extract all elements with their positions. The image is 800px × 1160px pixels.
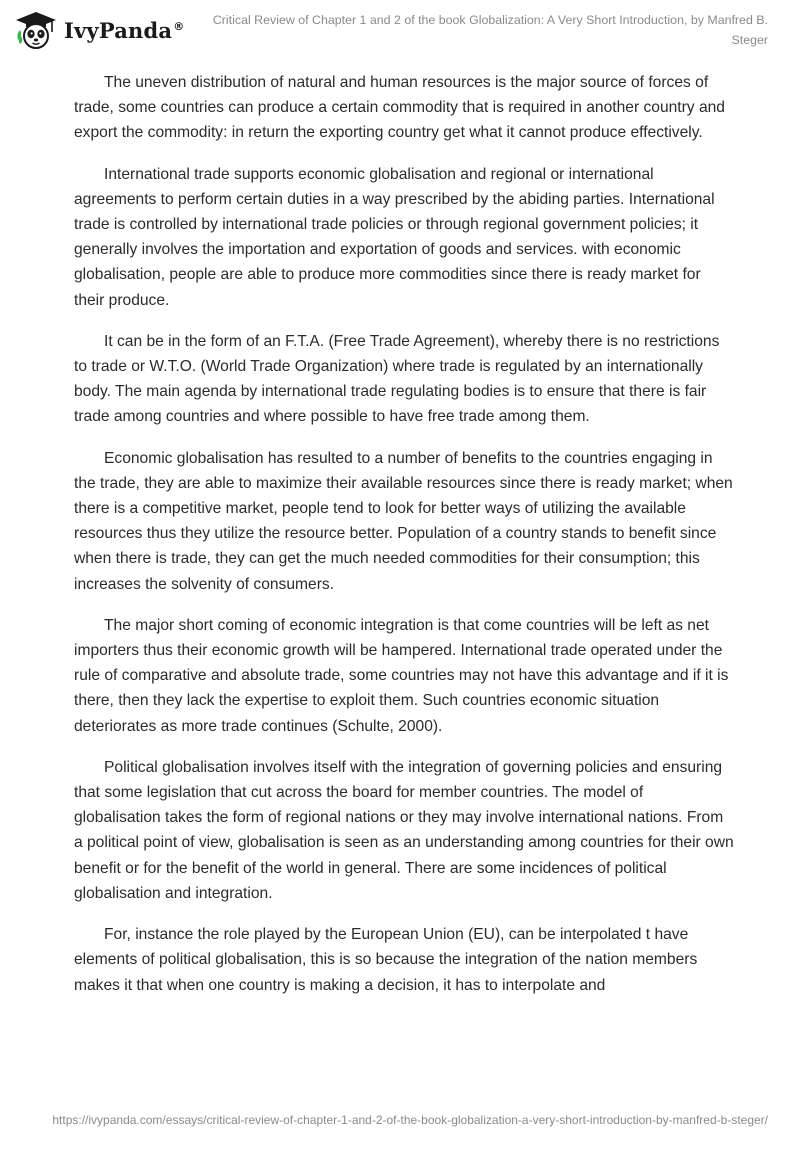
paragraph: For, instance the role played by the European Union (EU), can be interpolated t have elements of political globalisation, this is so because the integration of the nation members makes it that when one country is making a decision, it has to interpolate and bbox=[74, 926, 698, 994]
source-url[interactable]: https://ivypanda.com/essays/critical-review-of-chapter-1-and-2-of-the-book-globalization-a-very-short-introduction-by-manfred-b-steger/ bbox=[52, 1113, 768, 1127]
paragraph: The uneven distribution of natural and human resources is the major source of forces of trade, some countries can produce a certain commodity that is required in another country and export the commodity: in return the exporting country get what it cannot produce effectively. bbox=[74, 74, 725, 142]
paragraph: International trade supports economic globalisation and regional or international agreements to perform certain duties in a way prescribed by the abiding parties. International trade is controlled by international trade policies or through regional government policies; it generally involves the importation and exportation of goods and services. with economic globalisation, people are able to produce more commodities since there is ready market for their produce. bbox=[74, 165, 715, 309]
paragraph: It can be in the form of an F.T.A. (Free Trade Agreement), whereby there is no restrictions to trade or W.T.O. (World Trade Organization) where trade is regulated by an internationally body. The main agenda by international trade regulating bodies is to ensure that there is fair trade among countries and where possible to have free trade among them. bbox=[74, 332, 720, 426]
page-header bbox=[0, 0, 800, 60]
paragraph: The major short coming of economic integration is that come countries will be left as net importers thus their economic growth will be hampered. International trade operated under the rule of comparative and absolute trade, some countries may not have this advantage and if it is there, then they lack the expertise to exploit them. Such countries economic situation deteriorates as more trade continues (Schulte, 2000). bbox=[74, 616, 729, 735]
registered-mark: ® bbox=[173, 19, 185, 33]
paragraph: Economic globalisation has resulted to a number of benefits to the countries engaging in the trade, they are able to maximize their available resources since there is ready market; when there is a competitive market, people tend to look for better ways of utilizing the available resources thus they utilize the resource better. Population of a country stands to benefit since when there is trade, they can get the much needed commodities for their consumption; this increases the solvenity of consumers. bbox=[74, 449, 733, 593]
ivypanda-logo[interactable] bbox=[14, 8, 184, 52]
document-title: Critical Review of Chapter 1 and 2 of the book Globalization: A Very Short Introduction, by Manfred B. Steger bbox=[212, 13, 768, 47]
panda-graduate-icon bbox=[14, 10, 58, 50]
paragraph: Political globalisation involves itself with the integration of governing policies and ensuring that some legislation that cut across the board for member countries. The model of globalisation takes the form of regional nations or they may involve international nations. From a political point of view, globalisation is seen as an understanding among countries for their own benefit or for the benefit of the world in general. There are some incidences of political globalisation and integration. bbox=[74, 758, 734, 902]
logo-wordmark: IvyPanda® bbox=[64, 17, 185, 43]
essay-body bbox=[74, 70, 734, 1014]
